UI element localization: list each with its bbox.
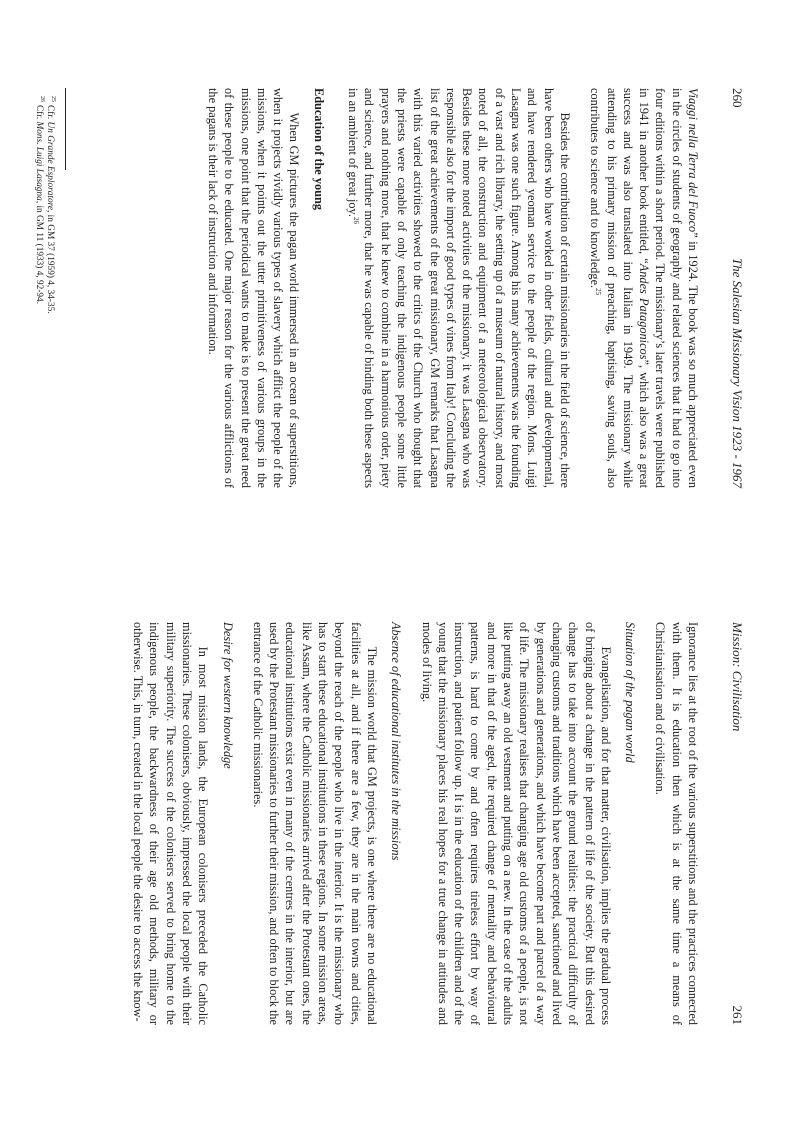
footnote-number: 25 (50, 96, 57, 102)
running-title: The Salesian Missionary Vision 1923 - 1967 (730, 257, 745, 488)
left-page-header (729, 88, 745, 488)
paragraph: The mission world that GM projects, is one where there are no educational facilities at all, and if there are a few, they are in the main towns and cities, beyond the reach of the people who live in the interior. It is the missionary who has to start these educational institutions in these regions. In some mission areas, like Assam, where the Catholic missionaries arrived after the Protestant ones, the educational institutions exist even in many of the centres in the interior, but are used by the Protestant missionaries to further their mission, and often to block the entrance of the Catholic missionaries. (250, 622, 379, 1025)
right-page (0, 562, 793, 1123)
footnote-text: , in GM 11 (1933) 4, 92-94. (34, 200, 44, 305)
page-number: 260 (730, 88, 745, 108)
footnotes (33, 88, 66, 488)
footnote-title: Mons. Luigi Lasagna (34, 121, 44, 201)
running-title: Mission: Civilisation (730, 622, 745, 732)
paragraph (345, 88, 573, 488)
right-page-body (130, 622, 701, 1025)
left-page-body (205, 88, 701, 488)
footnote-text: Cfr. (45, 105, 55, 122)
footnote-title: Un Grande Esploratore (45, 121, 55, 211)
footnote (44, 88, 55, 488)
paragraph: Ignorance lies at the root of the various superstitions and the practices connected with them. It is education then which is at the same time a means of Christianisation and of civilisation. (653, 622, 700, 1025)
paragraph: When GM pictures the pagan world immersed in an ocean of superstitions, when it projects vividly various types of slavery which afflict the people of the missions, when it points out the utter primitiveness of various groups in the missions, one point that the periodical wants to make is to present the great need of these people to be educated. One major reason for the various afflictions of the pagans is their lack of instruction and information. (205, 88, 302, 488)
paragraph: Evangelisation, and for that matter, civilisation, implies the gradual process of bringing about a change in the pattern of life of the society. But this desired change has to take into account the ground realities: the practical difficulty of changing customs and traditions which have been accepted, sanctioned and lived by generations and generations, and which have become part and parcel of a way of life. The missionary realises that changing age old customs of a people, is not like putting away an old vestment and putting on a new. In the case of the adults and more in that of the aged, the required change of mentality and behavioural patterns, is hard to come by and often requires tireless effort by way of instruction, and patient follow up. It is in the education of the children and of the young that the missionary places his real hopes for a true change in attitudes and modes of living. (419, 622, 613, 1025)
footnote-text: , in GM 37 (1959) 4, 34-35. (45, 210, 55, 314)
paragraph-text: ” in 1924. The book was so much appreciated even in the circles of students of geography and related sciences that it had to go into four editions within a short period. The missionary’s later travels were published in 1941 in another book entitled, “ (637, 88, 700, 488)
book-title: Viaggi nella Terra del Fuoco (686, 88, 700, 233)
book-title: Andes Patagonicos (637, 263, 652, 360)
page-number: 261 (730, 1005, 745, 1025)
footnote (33, 88, 44, 488)
footnote-ref: 25 (594, 288, 603, 296)
paragraph: In most mission lands, the European colonisers preceded the Catholic missionaries. These colonisers, obviously, impressed the local people with their military superiority. The success of the colonisers served to bring home to the indigenous people, the backwardness of their age old methods, military or otherwise. This, in turn, created in the local people the desire to access the know- (131, 622, 211, 1025)
section-heading: Education of the young (311, 88, 326, 210)
footnote-number: 26 (39, 96, 46, 102)
paragraph-text: ”, which also was a great success and was also translated into Italian in 1949. The missionary while attending to his primary mission of preaching, baptising, saving souls, also contributes to science and to knowledge. (588, 88, 652, 489)
section-subheading: Absence of educational institutes in the missions (389, 622, 404, 861)
paragraph-text: Besides the contribution of certain missionaries in the field of science, there have been others who have worked in other fields, cultural and developmental, and have rendered yeoman service to the people of the region. Mons. Luigi Lasagna was one such figure. Among his many achievements was the founding of a vast and rich library, the setting up of a museum of natural history, and most noted of all, the construction and equipment of a meteorological observatory. Besides these more noted activities of the missionary, it was Lasagna who was responsible also for the import of good types of vines from Italy! Concluding the list of the great achievements of the great missionary, GM remarks that Lasagna with this varied activities showed to the critics of the Church who thought that the priests were capable of only teaching the indigenous people some little prayers and nothing more, that he knew to combine in a harmonious order, piety and science, and further more, that he was capable of binding both these aspects in an ambient of great joy. (346, 88, 572, 488)
right-page-header (729, 622, 745, 1025)
paragraph (587, 88, 701, 488)
section-subheading: Situation of the pagan world (623, 622, 638, 763)
footnote-divider (65, 88, 66, 170)
footnote-ref: 26 (352, 216, 361, 224)
section-subheading: Desire for western knowledge (220, 622, 235, 769)
footnote-text: Cfr. (34, 105, 44, 122)
